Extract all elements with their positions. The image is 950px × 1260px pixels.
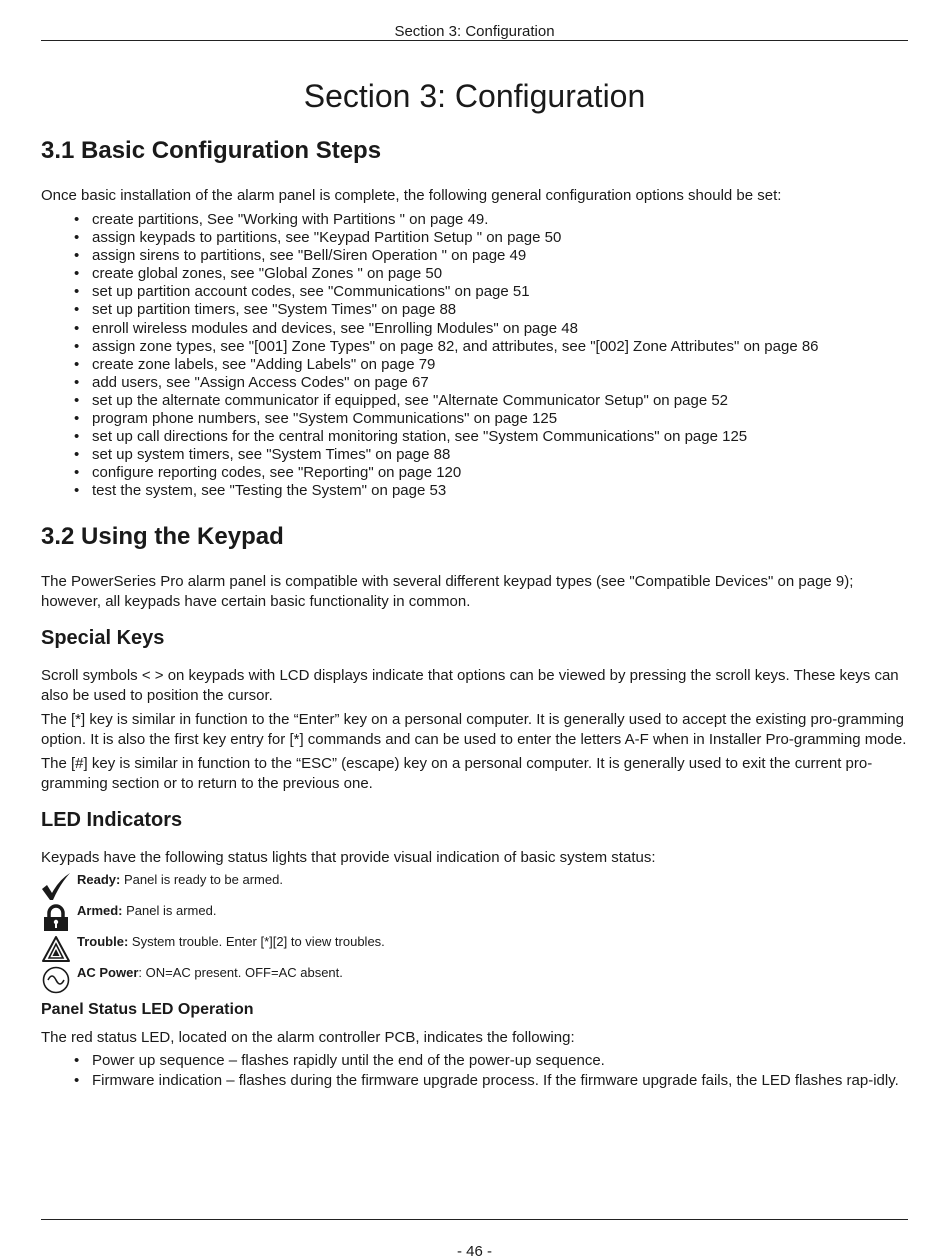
list-item: • program phone numbers, see "System Communications" on page 125	[41, 410, 908, 428]
list-item: • create zone labels, see "Adding Labels" on page 79	[41, 356, 908, 374]
list-item: • set up call directions for the central monitoring station, see "System Communications" on page 125	[41, 428, 908, 446]
list-item: • set up the alternate communicator if equipped, see "Alternate Communicator Setup" on page 52	[41, 392, 908, 410]
ac-sine-wave-icon	[41, 965, 71, 995]
special-keys-p2: The [*] key is similar in function to the “Enter” key on a personal computer. It is generally used to accept the existing pro-gramming option. It is also the first key entry for [*] commands and can be used to enter the letters A-F when in Installer Pro-gramming mode.	[41, 710, 907, 748]
list-item: • set up system timers, see "System Times" on page 88	[41, 446, 908, 464]
led-armed	[41, 903, 908, 934]
panel-status-intro: The red status LED, located on the alarm controller PCB, indicates the following:	[41, 1028, 575, 1046]
page-content	[41, 137, 908, 1091]
led-armed-text	[77, 903, 216, 919]
led-label: Ready:	[77, 871, 121, 887]
padlock-icon	[41, 903, 71, 933]
list-item: • Power up sequence – flashes rapidly until the end of the power-up sequence.	[41, 1051, 908, 1071]
list-item: • add users, see "Assign Access Codes" on page 67	[41, 374, 908, 392]
led-trouble	[41, 934, 908, 965]
list-item: • configure reporting codes, see "Reporting" on page 120	[41, 464, 908, 482]
list-item: • set up partition account codes, see "Communications" on page 51	[41, 283, 908, 301]
heading-special-keys: Special Keys	[41, 626, 165, 649]
s32-intro: The PowerSeries Pro alarm panel is compatible with several different keypad types (see "Compatible Devices" on page 9); however, all keypads have certain basic functionality in common.	[41, 572, 854, 610]
config-steps-list	[41, 211, 908, 501]
led-indicator-list	[41, 872, 908, 996]
s31-intro: Once basic installation of the alarm panel is complete, the following general configuration options should be set:	[41, 187, 782, 204]
special-keys-p1: Scroll symbols < > on keypads with LCD displays indicate that options can be viewed by pressing the scroll keys. These keys can also be used to position the cursor.	[41, 666, 899, 704]
led-description: Panel is armed.	[122, 902, 217, 918]
header-rule	[41, 40, 908, 41]
led-ready	[41, 872, 908, 903]
list-item: • assign keypads to partitions, see "Keypad Partition Setup " on page 50	[41, 229, 908, 247]
list-item: • set up partition timers, see "System Times" on page 88	[41, 301, 908, 319]
panel-status-list	[41, 1051, 908, 1091]
running-header: Section 3: Configuration	[394, 23, 555, 40]
footer-rule	[41, 1219, 908, 1220]
led-label: Trouble:	[77, 933, 129, 949]
led-description: System trouble. Enter [*][2] to view troubles.	[128, 933, 385, 949]
document-page	[41, 0, 908, 1260]
special-keys-p3: The [#] key is similar in function to the “ESC” (escape) key on a personal computer. It is generally used to exit the current pro-gramming section or to return to the previous one.	[41, 754, 873, 792]
list-item: • create partitions, See "Working with Partitions " on page 49.	[41, 211, 908, 229]
led-description: Panel is ready to be armed.	[120, 871, 283, 887]
list-item: • create global zones, see "Global Zones " on page 50	[41, 265, 908, 283]
section-title: Section 3: Configuration	[303, 78, 646, 114]
page-number: - 46 -	[456, 1243, 492, 1260]
led-ac-power	[41, 965, 908, 996]
led-ready-text	[77, 872, 283, 888]
warning-triangle-icon	[41, 934, 71, 964]
list-item: • assign sirens to partitions, see "Bell/Siren Operation " on page 49	[41, 247, 908, 265]
led-trouble-text	[77, 934, 385, 950]
heading-3-1: 3.1 Basic Configuration Steps	[41, 137, 382, 164]
led-description: : ON=AC present. OFF=AC absent.	[138, 964, 343, 980]
list-item: • Firmware indication – flashes during the firmware upgrade process. If the firmware upgrade fails, the LED flashes rap-idly.	[41, 1071, 908, 1091]
heading-panel-status: Panel Status LED Operation	[41, 1000, 254, 1018]
led-label: AC Power	[77, 964, 139, 980]
list-item: • enroll wireless modules and devices, see "Enrolling Modules" on page 48	[41, 320, 908, 338]
list-item: • test the system, see "Testing the System" on page 53	[41, 482, 908, 500]
led-label: Armed:	[77, 902, 123, 918]
heading-3-2: 3.2 Using the Keypad	[41, 522, 284, 550]
list-item: • assign zone types, see "[001] Zone Types" on page 82, and attributes, see "[002] Zone Attributes" on page 86	[41, 338, 908, 356]
checkmark-icon	[41, 872, 71, 902]
heading-led-indicators: LED Indicators	[41, 808, 183, 831]
led-intro: Keypads have the following status lights that provide visual indication of basic system status:	[41, 848, 656, 866]
led-ac-power-text	[77, 965, 343, 981]
